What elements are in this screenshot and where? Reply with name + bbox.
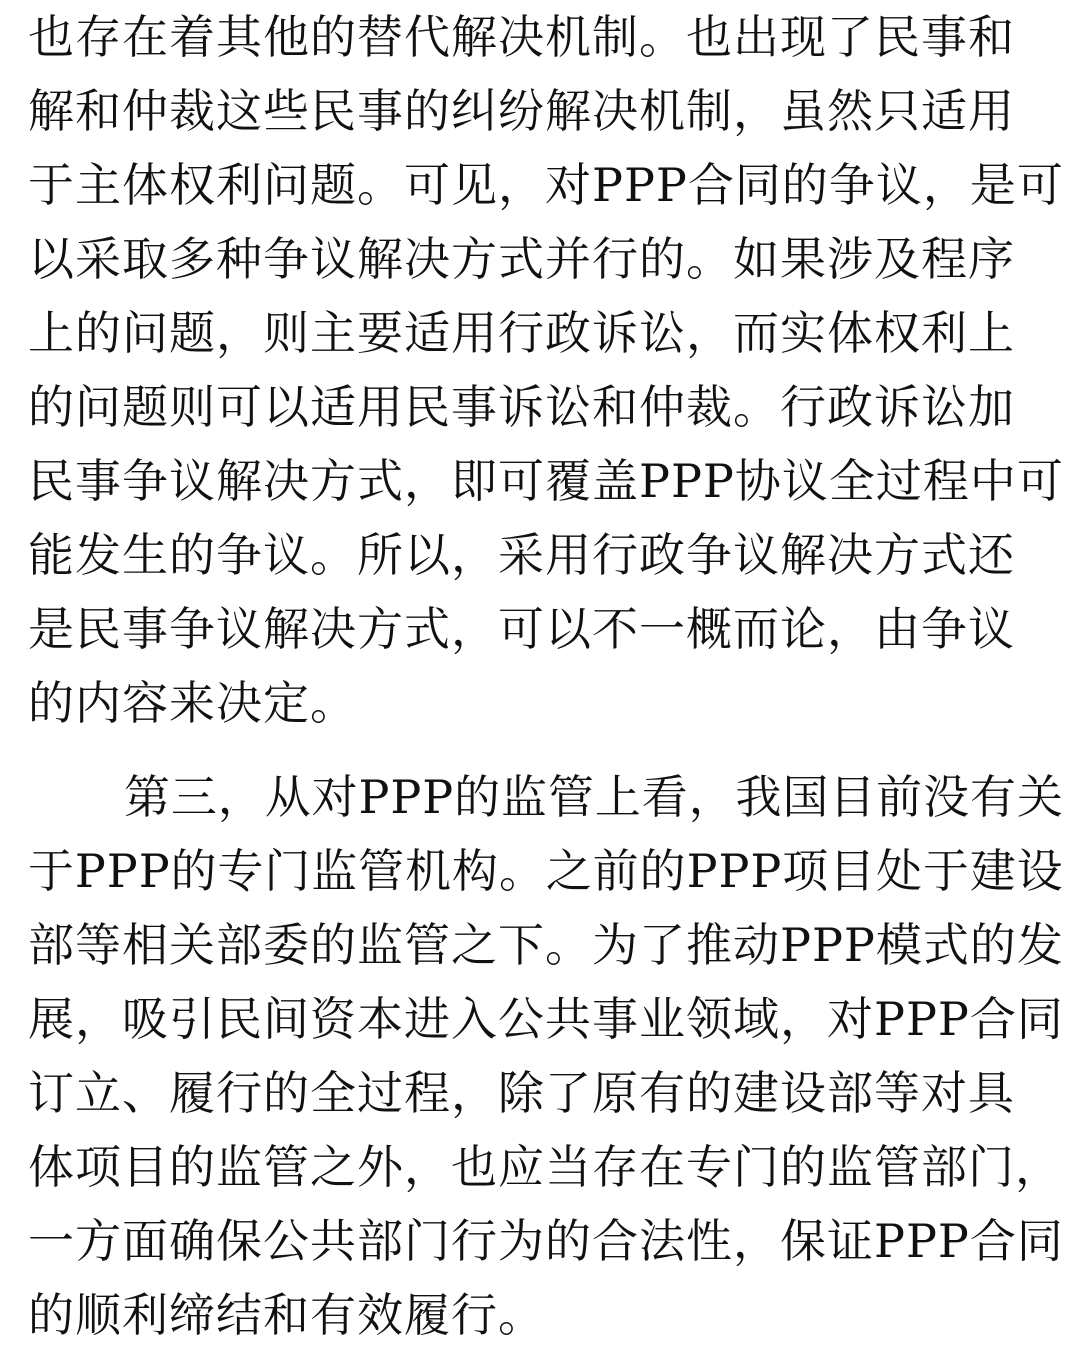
text-line: 上的问题，则主要适用行政诉讼，而实体权利上	[28, 306, 1015, 360]
text-line: 的顺利缔结和有效履行。	[28, 1288, 545, 1342]
text-line: 解和仲裁这些民事的纠纷解决机制，虽然只适用	[28, 84, 1015, 138]
text-line: 于主体权利问题。可见，对PPP合同的争议，是可	[28, 158, 1064, 212]
text-line: 也存在着其他的替代解决机制。也出现了民事和	[28, 10, 1015, 64]
text-line: 的内容来决定。	[28, 676, 357, 730]
text-line: 的问题则可以适用民事诉讼和仲裁。行政诉讼加	[28, 380, 1015, 434]
text-line: 民事争议解决方式，即可覆盖PPP协议全过程中可	[28, 454, 1064, 508]
text-line: 是民事争议解决方式，可以不一概而论，由争议	[28, 602, 1015, 656]
text-line: 于PPP的专门监管机构。之前的PPP项目处于建设	[28, 844, 1064, 898]
text-line: 能发生的争议。所以，采用行政争议解决方式还	[28, 528, 1015, 582]
text-line: 订立、履行的全过程，除了原有的建设部等对具	[28, 1066, 1015, 1120]
text-line: 以采取多种争议解决方式并行的。如果涉及程序	[28, 232, 1015, 286]
text-line: 部等相关部委的监管之下。为了推动PPP模式的发	[28, 918, 1064, 972]
text-line: 展，吸引民间资本进入公共事业领域，对PPP合同	[28, 992, 1064, 1046]
text-line: 一方面确保公共部门行为的合法性，保证PPP合同	[28, 1214, 1064, 1268]
text-line: 第三，从对PPP的监管上看，我国目前没有关	[124, 770, 1064, 824]
text-line: 体项目的监管之外，也应当存在专门的监管部门，	[28, 1140, 1062, 1194]
